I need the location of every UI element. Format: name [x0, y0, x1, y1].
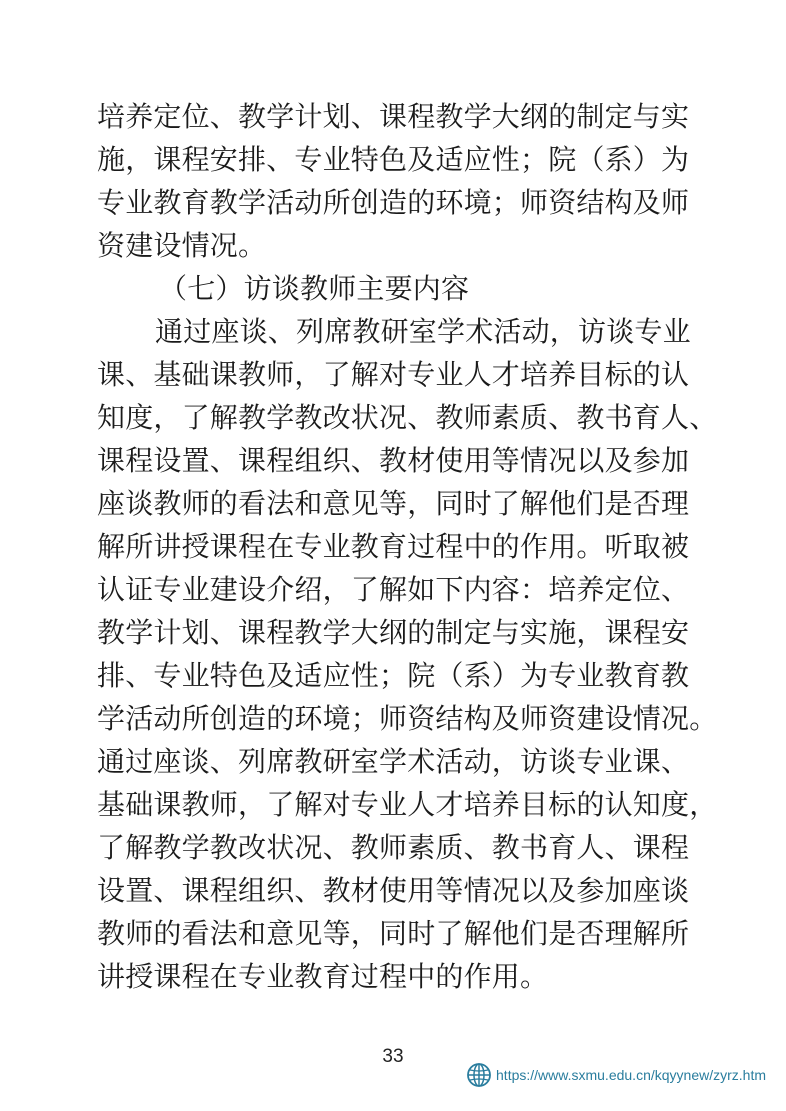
text-line: 课程设置、课程组织、教材使用等情况以及参加	[97, 444, 690, 477]
url-link[interactable]: https://www.sxmu.edu.cn/kqyynew/zyrz.htm	[496, 1067, 766, 1083]
text-line: 基础课教师，了解对专业人才培养目标的认知度，	[97, 788, 718, 821]
text-line: 课、基础课教师，了解对专业人才培养目标的认	[97, 358, 690, 391]
text-line: 专业教育教学活动所创造的环境；师资结构及师	[97, 186, 690, 219]
text-line: 教师的看法和意见等，同时了解他们是否理解所	[97, 917, 690, 950]
section-heading: （七）访谈教师主要内容	[159, 272, 470, 305]
text-line: 解所讲授课程在专业教育过程中的作用。听取被	[97, 530, 690, 563]
globe-icon	[466, 1062, 492, 1088]
text-line: 知度，了解教学教改状况、教师素质、教书育人、	[97, 401, 718, 434]
text-line: 认证专业建设介绍，了解如下内容：培养定位、	[97, 573, 690, 606]
text-line: 学活动所创造的环境；师资结构及师资建设情况。	[97, 702, 718, 735]
text-line: 通过座谈、列席教研室学术活动，访谈专业	[155, 315, 691, 348]
text-line: 教学计划、课程教学大纲的制定与实施，课程安	[97, 616, 690, 649]
text-line: 通过座谈、列席教研室学术活动，访谈专业课、	[97, 745, 690, 778]
url-watermark[interactable]	[466, 1062, 766, 1088]
text-line: 排、专业特色及适应性；院（系）为专业教育教	[97, 659, 690, 692]
page-number: 33	[382, 1046, 404, 1067]
text-line: 培养定位、教学计划、课程教学大纲的制定与实	[97, 100, 690, 133]
text-line: 讲授课程在专业教育过程中的作用。	[97, 960, 549, 993]
text-line: 资建设情况。	[97, 229, 267, 262]
body-text	[97, 95, 718, 998]
text-line: 了解教学教改状况、教师素质、教书育人、课程	[97, 831, 690, 864]
text-line: 座谈教师的看法和意见等，同时了解他们是否理	[97, 487, 690, 520]
text-line: 施，课程安排、专业特色及适应性；院（系）为	[97, 143, 690, 176]
text-line: 设置、课程组织、教材使用等情况以及参加座谈	[97, 874, 690, 907]
